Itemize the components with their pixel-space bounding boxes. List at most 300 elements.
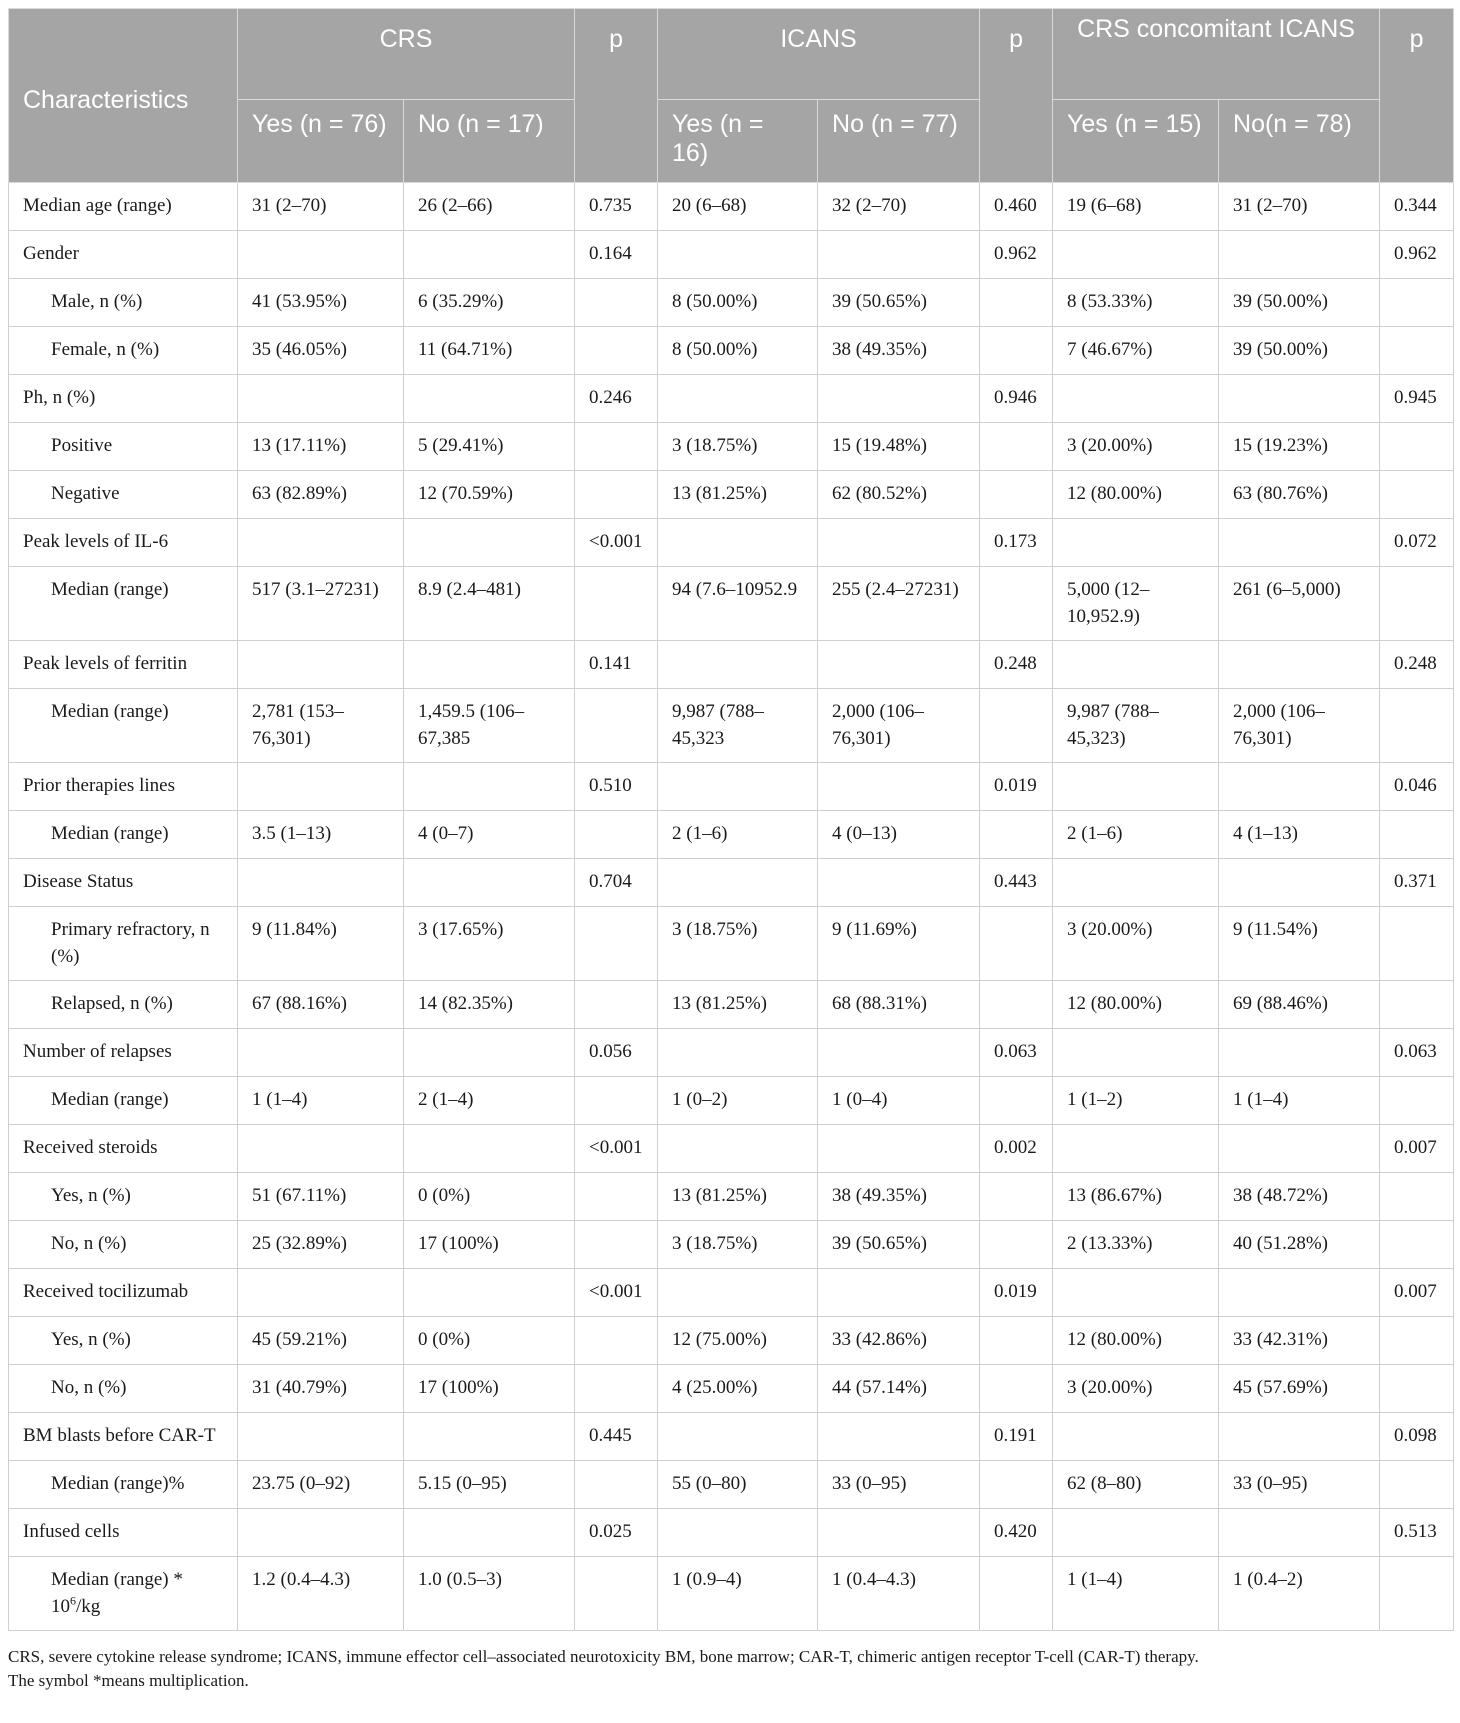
table-cell: 1,459.5 (106–67,385: [404, 689, 575, 763]
row-label: Ph, n (%): [9, 375, 238, 423]
table-cell: 0.945: [1380, 375, 1454, 423]
table-cell: 2 (1–6): [1053, 811, 1219, 859]
table-cell: 1 (1–2): [1053, 1077, 1219, 1125]
table-cell: 38 (49.35%): [818, 327, 980, 375]
table-cell: [1380, 1077, 1454, 1125]
table-cell: [1380, 1221, 1454, 1269]
table-cell: 3 (18.75%): [658, 907, 818, 981]
table-cell: [658, 1125, 818, 1173]
table-cell: [1053, 763, 1219, 811]
table-cell: 12 (80.00%): [1053, 1317, 1219, 1365]
table-cell: [1380, 811, 1454, 859]
table-cell: [238, 763, 404, 811]
table-cell: 2 (13.33%): [1053, 1221, 1219, 1269]
row-label: Female, n (%): [9, 327, 238, 375]
table-cell: [658, 1509, 818, 1557]
table-cell: 45 (57.69%): [1219, 1365, 1380, 1413]
table-cell: 33 (0–95): [1219, 1461, 1380, 1509]
group-header-crs-icans: CRS concomitant ICANS: [1053, 9, 1380, 100]
table-cell: 2 (1–6): [658, 811, 818, 859]
table-cell: [404, 763, 575, 811]
row-label: Prior therapies lines: [9, 763, 238, 811]
row-label: Infused cells: [9, 1509, 238, 1557]
table-cell: 1 (0–4): [818, 1077, 980, 1125]
table-cell: 0.513: [1380, 1509, 1454, 1557]
table-cell: 0 (0%): [404, 1173, 575, 1221]
table-header: [9, 9, 1454, 183]
row-label: Disease Status: [9, 859, 238, 907]
table-cell: [980, 1317, 1053, 1365]
table-cell: 1.2 (0.4–4.3): [238, 1557, 404, 1631]
table-cell: [818, 375, 980, 423]
row-label: Male, n (%): [9, 279, 238, 327]
table-cell: 2,000 (106–76,301): [818, 689, 980, 763]
table-cell: [404, 519, 575, 567]
table-cell: 41 (53.95%): [238, 279, 404, 327]
table-cell: 1.0 (0.5–3): [404, 1557, 575, 1631]
table-row: [9, 859, 1454, 907]
table-row: [9, 1365, 1454, 1413]
table-cell: [658, 1029, 818, 1077]
table-cell: [980, 471, 1053, 519]
table-cell: 261 (6–5,000): [1219, 567, 1380, 641]
table-cell: [575, 689, 658, 763]
table-cell: [818, 1509, 980, 1557]
table-cell: 0.098: [1380, 1413, 1454, 1461]
table-cell: [1380, 471, 1454, 519]
table-cell: 0.443: [980, 859, 1053, 907]
table-cell: [1380, 423, 1454, 471]
table-cell: 0.704: [575, 859, 658, 907]
footnote-symbol: The symbol *means multiplication.: [8, 1671, 249, 1690]
table-row: [9, 811, 1454, 859]
table-cell: [238, 1125, 404, 1173]
table-cell: 0.510: [575, 763, 658, 811]
table-cell: 35 (46.05%): [238, 327, 404, 375]
table-cell: [980, 689, 1053, 763]
table-cell: [1053, 1413, 1219, 1461]
table-cell: 9,987 (788–45,323): [1053, 689, 1219, 763]
table-cell: [818, 641, 980, 689]
table-cell: 0.344: [1380, 183, 1454, 231]
table-cell: 11 (64.71%): [404, 327, 575, 375]
table-cell: [1053, 1125, 1219, 1173]
table-cell: [980, 981, 1053, 1029]
table-cell: [575, 1557, 658, 1631]
row-label: Median (range): [9, 811, 238, 859]
table-cell: [980, 567, 1053, 641]
table-cell: 0.046: [1380, 763, 1454, 811]
table-cell: 31 (2–70): [1219, 183, 1380, 231]
table-wrapper: [8, 8, 1453, 1693]
table-cell: 25 (32.89%): [238, 1221, 404, 1269]
table-row: [9, 689, 1454, 763]
table-cell: [1053, 641, 1219, 689]
table-row: [9, 1509, 1454, 1557]
table-cell: [575, 1221, 658, 1269]
table-cell: [980, 1461, 1053, 1509]
table-cell: 33 (42.86%): [818, 1317, 980, 1365]
table-cell: [818, 1125, 980, 1173]
table-cell: 55 (0–80): [658, 1461, 818, 1509]
table-cell: [1219, 1509, 1380, 1557]
table-cell: 8 (50.00%): [658, 279, 818, 327]
table-cell: [1053, 859, 1219, 907]
table-cell: 8.9 (2.4–481): [404, 567, 575, 641]
table-cell: [575, 981, 658, 1029]
table-cell: 1 (1–4): [238, 1077, 404, 1125]
row-label: Peak levels of ferritin: [9, 641, 238, 689]
table-cell: 1 (0–2): [658, 1077, 818, 1125]
table-cell: [575, 907, 658, 981]
row-label: Median (range) * $10^6/kg$: [9, 1557, 238, 1631]
table-cell: 0.025: [575, 1509, 658, 1557]
table-cell: [238, 519, 404, 567]
table-cell: 62 (8–80): [1053, 1461, 1219, 1509]
table-cell: 5.15 (0–95): [404, 1461, 575, 1509]
table-cell: [1219, 1125, 1380, 1173]
table-cell: 1 (0.9–4): [658, 1557, 818, 1631]
table-cell: [658, 231, 818, 279]
table-row: [9, 519, 1454, 567]
table-cell: [1053, 1509, 1219, 1557]
table-cell: [980, 1173, 1053, 1221]
table-cell: 0.445: [575, 1413, 658, 1461]
table-cell: [1380, 1557, 1454, 1631]
table-cell: [1219, 231, 1380, 279]
table-cell: [980, 1365, 1053, 1413]
table-row: [9, 1077, 1454, 1125]
table-cell: [1380, 981, 1454, 1029]
table-cell: 3 (18.75%): [658, 1221, 818, 1269]
table-cell: 2,781 (153–76,301): [238, 689, 404, 763]
p-header-crs-icans: p: [1380, 9, 1454, 183]
table-cell: 0.946: [980, 375, 1053, 423]
table-row: [9, 981, 1454, 1029]
table-cell: [1219, 763, 1380, 811]
table-cell: [404, 1029, 575, 1077]
table-cell: [1380, 567, 1454, 641]
table-cell: 40 (51.28%): [1219, 1221, 1380, 1269]
p-header-crs: p: [575, 9, 658, 183]
table-cell: 13 (81.25%): [658, 1173, 818, 1221]
table-cell: 12 (80.00%): [1053, 981, 1219, 1029]
table-cell: 4 (0–7): [404, 811, 575, 859]
table-cell: 45 (59.21%): [238, 1317, 404, 1365]
table-cell: 39 (50.65%): [818, 279, 980, 327]
table-cell: [658, 1269, 818, 1317]
table-cell: 7 (46.67%): [1053, 327, 1219, 375]
table-cell: [238, 1509, 404, 1557]
table-cell: [575, 1077, 658, 1125]
table-row: [9, 423, 1454, 471]
icans-yes-header: Yes (n = 16): [658, 100, 818, 183]
table-cell: [404, 1125, 575, 1173]
table-cell: 517 (3.1–27231): [238, 567, 404, 641]
table-row: [9, 231, 1454, 279]
table-cell: 5,000 (12–10,952.9): [1053, 567, 1219, 641]
table-cell: [1053, 1029, 1219, 1077]
table-row: [9, 327, 1454, 375]
table-cell: 51 (67.11%): [238, 1173, 404, 1221]
table-cell: 68 (88.31%): [818, 981, 980, 1029]
characteristics-header: Characteristics: [9, 9, 238, 183]
table-cell: 0.460: [980, 183, 1053, 231]
table-row: [9, 1221, 1454, 1269]
table-cell: 0.420: [980, 1509, 1053, 1557]
row-label: Gender: [9, 231, 238, 279]
row-label: Median (range): [9, 567, 238, 641]
table-cell: [1380, 1461, 1454, 1509]
table-cell: 94 (7.6–10952.9: [658, 567, 818, 641]
table-cell: [658, 519, 818, 567]
table-cell: [238, 1029, 404, 1077]
table-cell: [818, 519, 980, 567]
table-cell: 0.735: [575, 183, 658, 231]
icans-no-header: No (n = 77): [818, 100, 980, 183]
crs-no-header: No (n = 17): [404, 100, 575, 183]
table-cell: 0.056: [575, 1029, 658, 1077]
row-label: Primary refractory, n (%): [9, 907, 238, 981]
table-cell: 0.141: [575, 641, 658, 689]
table-cell: 13 (17.11%): [238, 423, 404, 471]
row-label: Received steroids: [9, 1125, 238, 1173]
table-cell: 0.962: [980, 231, 1053, 279]
table-cell: 33 (42.31%): [1219, 1317, 1380, 1365]
row-label: Positive: [9, 423, 238, 471]
table-cell: 2,000 (106–76,301): [1219, 689, 1380, 763]
p-header-icans: p: [980, 9, 1053, 183]
table-row: [9, 1461, 1454, 1509]
table-cell: [1219, 375, 1380, 423]
table-cell: 38 (48.72%): [1219, 1173, 1380, 1221]
table-cell: 3 (20.00%): [1053, 907, 1219, 981]
row-label: Yes, n (%): [9, 1173, 238, 1221]
row-label: No, n (%): [9, 1365, 238, 1413]
table-cell: 8 (50.00%): [658, 327, 818, 375]
table-cell: [404, 641, 575, 689]
table-cell: 9 (11.69%): [818, 907, 980, 981]
group-header-icans: ICANS: [658, 9, 980, 100]
table-cell: 4 (25.00%): [658, 1365, 818, 1413]
table-cell: [1219, 1413, 1380, 1461]
table-cell: 3 (20.00%): [1053, 1365, 1219, 1413]
table-cell: [1219, 859, 1380, 907]
row-label: Peak levels of IL-6: [9, 519, 238, 567]
table-cell: [238, 1269, 404, 1317]
row-label: Negative: [9, 471, 238, 519]
table-cell: 0.371: [1380, 859, 1454, 907]
table-cell: [1219, 641, 1380, 689]
table-cell: 3 (18.75%): [658, 423, 818, 471]
table-cell: 3 (20.00%): [1053, 423, 1219, 471]
table-cell: 31 (40.79%): [238, 1365, 404, 1413]
table-cell: 63 (80.76%): [1219, 471, 1380, 519]
table-cell: 255 (2.4–27231): [818, 567, 980, 641]
table-cell: 4 (1–13): [1219, 811, 1380, 859]
table-cell: 6 (35.29%): [404, 279, 575, 327]
table-cell: 0.019: [980, 1269, 1053, 1317]
crs-icans-no-header: No(n = 78): [1219, 100, 1380, 183]
table-row: [9, 1269, 1454, 1317]
table-cell: 9 (11.84%): [238, 907, 404, 981]
table-cell: [238, 231, 404, 279]
table-cell: 15 (19.23%): [1219, 423, 1380, 471]
table-cell: 39 (50.65%): [818, 1221, 980, 1269]
table-cell: [1219, 1029, 1380, 1077]
table-cell: 31 (2–70): [238, 183, 404, 231]
table-cell: [404, 859, 575, 907]
table-cell: 0.007: [1380, 1269, 1454, 1317]
table-cell: 32 (2–70): [818, 183, 980, 231]
table-cell: [238, 641, 404, 689]
table-cell: [575, 471, 658, 519]
table-cell: [1380, 1365, 1454, 1413]
table-cell: [404, 1269, 575, 1317]
table-cell: [658, 641, 818, 689]
table-cell: [980, 1221, 1053, 1269]
table-cell: 17 (100%): [404, 1221, 575, 1269]
table-cell: 5 (29.41%): [404, 423, 575, 471]
table-cell: <0.001: [575, 1269, 658, 1317]
table-cell: 3 (17.65%): [404, 907, 575, 981]
table-cell: 44 (57.14%): [818, 1365, 980, 1413]
table-cell: 20 (6–68): [658, 183, 818, 231]
table-cell: 0.173: [980, 519, 1053, 567]
footnote-abbreviations: CRS, severe cytokine release syndrome; ICANS, immune effector cell–associated neurotoxicity BM, bone marrow; CAR-T, chimeric antigen receptor T-cell (CAR-T) therapy.: [8, 1647, 1199, 1666]
table-cell: 15 (19.48%): [818, 423, 980, 471]
table-cell: 69 (88.46%): [1219, 981, 1380, 1029]
table-cell: [575, 1365, 658, 1413]
characteristics-table: [8, 8, 1454, 1631]
footnotes: [8, 1645, 1453, 1693]
table-cell: 0 (0%): [404, 1317, 575, 1365]
table-cell: [1219, 1269, 1380, 1317]
row-label: Median (range): [9, 689, 238, 763]
table-cell: [658, 1413, 818, 1461]
table-cell: <0.001: [575, 519, 658, 567]
table-cell: [575, 327, 658, 375]
table-cell: [1053, 231, 1219, 279]
table-row: [9, 1029, 1454, 1077]
table-cell: 12 (80.00%): [1053, 471, 1219, 519]
table-cell: [1380, 327, 1454, 375]
row-label: Yes, n (%): [9, 1317, 238, 1365]
table-cell: 4 (0–13): [818, 811, 980, 859]
table-cell: 13 (81.25%): [658, 981, 818, 1029]
table-cell: [980, 279, 1053, 327]
table-cell: [980, 907, 1053, 981]
table-row: [9, 1125, 1454, 1173]
table-cell: 0.248: [1380, 641, 1454, 689]
table-cell: [1380, 907, 1454, 981]
table-cell: 13 (81.25%): [658, 471, 818, 519]
table-cell: 13 (86.67%): [1053, 1173, 1219, 1221]
table-cell: 0.248: [980, 641, 1053, 689]
table-cell: [980, 1557, 1053, 1631]
table-cell: 0.246: [575, 375, 658, 423]
row-label: No, n (%): [9, 1221, 238, 1269]
table-cell: [404, 1509, 575, 1557]
table-cell: [575, 811, 658, 859]
table-cell: [1380, 1173, 1454, 1221]
table-cell: 0.164: [575, 231, 658, 279]
table-cell: [575, 279, 658, 327]
table-cell: 2 (1–4): [404, 1077, 575, 1125]
table-cell: [404, 231, 575, 279]
table-cell: [238, 1413, 404, 1461]
table-cell: 9 (11.54%): [1219, 907, 1380, 981]
table-cell: 3.5 (1–13): [238, 811, 404, 859]
table-cell: [818, 1269, 980, 1317]
row-label: Median age (range): [9, 183, 238, 231]
table-cell: 33 (0–95): [818, 1461, 980, 1509]
table-cell: 39 (50.00%): [1219, 279, 1380, 327]
table-cell: [658, 763, 818, 811]
table-cell: [238, 375, 404, 423]
table-row: [9, 567, 1454, 641]
table-cell: 39 (50.00%): [1219, 327, 1380, 375]
table-cell: 12 (70.59%): [404, 471, 575, 519]
table-cell: [980, 327, 1053, 375]
table-cell: [818, 1029, 980, 1077]
table-cell: [1053, 519, 1219, 567]
table-cell: 0.063: [1380, 1029, 1454, 1077]
table-cell: 23.75 (0–92): [238, 1461, 404, 1509]
table-body: [9, 183, 1454, 1631]
table-cell: [238, 859, 404, 907]
table-cell: 62 (80.52%): [818, 471, 980, 519]
table-cell: [404, 1413, 575, 1461]
row-label: Median (range): [9, 1077, 238, 1125]
table-cell: 1 (0.4–4.3): [818, 1557, 980, 1631]
crs-icans-yes-header: Yes (n = 15): [1053, 100, 1219, 183]
table-row: [9, 763, 1454, 811]
table-row: [9, 1557, 1454, 1631]
table-cell: 8 (53.33%): [1053, 279, 1219, 327]
table-cell: 0.072: [1380, 519, 1454, 567]
table-cell: 63 (82.89%): [238, 471, 404, 519]
table-cell: [818, 763, 980, 811]
table-cell: [818, 859, 980, 907]
table-cell: 0.019: [980, 763, 1053, 811]
crs-yes-header: Yes (n = 76): [238, 100, 404, 183]
table-cell: [1053, 375, 1219, 423]
table-cell: [818, 1413, 980, 1461]
table-row: [9, 471, 1454, 519]
table-row: [9, 907, 1454, 981]
table-cell: 17 (100%): [404, 1365, 575, 1413]
table-cell: [1380, 689, 1454, 763]
table-cell: 0.063: [980, 1029, 1053, 1077]
table-cell: [575, 1173, 658, 1221]
table-cell: 1 (1–4): [1053, 1557, 1219, 1631]
table-row: [9, 375, 1454, 423]
row-label: Median (range)%: [9, 1461, 238, 1509]
table-cell: [404, 375, 575, 423]
table-cell: [1380, 1317, 1454, 1365]
table-cell: [1380, 279, 1454, 327]
table-cell: [575, 567, 658, 641]
table-cell: 0.962: [1380, 231, 1454, 279]
table-cell: [980, 1077, 1053, 1125]
table-cell: 0.007: [1380, 1125, 1454, 1173]
row-label: Relapsed, n (%): [9, 981, 238, 1029]
table-row: [9, 1413, 1454, 1461]
table-cell: [1219, 519, 1380, 567]
table-cell: [818, 231, 980, 279]
table-cell: [575, 1461, 658, 1509]
